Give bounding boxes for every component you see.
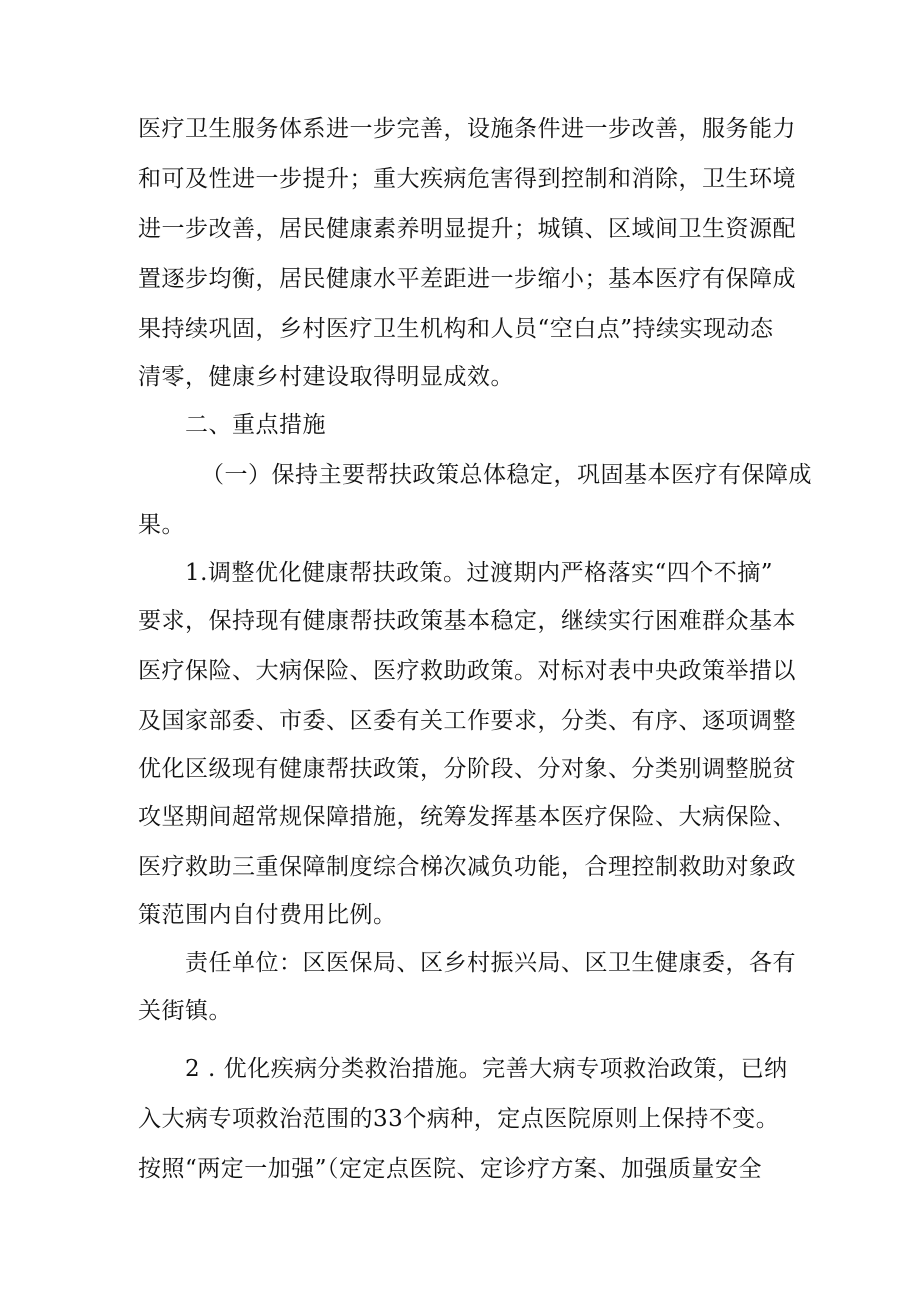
paragraph-first-line: 2 . 优化疾病分类救治措施。完善大病专项救治政策，已纳 xyxy=(185,1056,788,1082)
body-text-line: 策范围内自付费用比例。 xyxy=(138,902,397,928)
body-text-line: 按照“两定一加强”（定定点医院、定诊疗方案、加强质量安全 xyxy=(138,1156,763,1182)
body-text-line: 果持续巩固，乡村医疗卫生机构和人员“空白点”持续实现动态 xyxy=(138,316,774,342)
section-heading: 二、重点措施 xyxy=(185,412,326,438)
body-text-line: 医疗保险、大病保险、医疗救助政策。对标对表中央政策举措以 xyxy=(138,658,796,684)
body-text-line: 优化区级现有健康帮扶政策，分阶段、分对象、分类别调整脱贫 xyxy=(138,756,796,782)
subsection-heading-continued: 果。 xyxy=(138,512,185,538)
paragraph-first-line: 1.调整优化健康帮扶政策。过渡期内严格落实“四个不摘” xyxy=(185,560,773,586)
body-text-line: 置逐步均衡，居民健康水平差距进一步缩小；基本医疗有保障成 xyxy=(138,266,796,292)
responsibility-line: 责任单位：区医保局、区乡村振兴局、区卫生健康委，各有 xyxy=(185,950,796,976)
body-text-line: 和可及性进一步提升；重大疾病危害得到控制和消除，卫生环境 xyxy=(138,166,796,192)
body-text-line: 医疗卫生服务体系进一步完善，设施条件进一步改善，服务能力 xyxy=(138,116,796,142)
subsection-heading: （一）保持主要帮扶政策总体稳定，巩固基本医疗有保障成 xyxy=(201,462,812,488)
body-text-line: 医疗救助三重保障制度综合梯次减负功能，合理控制救助对象政 xyxy=(138,854,796,880)
body-text-line: 进一步改善，居民健康素养明显提升；城镇、区域间卫生资源配 xyxy=(138,216,796,242)
responsibility-line-continued: 关街镇。 xyxy=(138,998,232,1024)
body-text-line: 入大病专项救治范围的33个病种，定点医院原则上保持不变。 xyxy=(138,1106,780,1132)
body-text-line: 及国家部委、市委、区委有关工作要求，分类、有序、逐项调整 xyxy=(138,708,796,734)
body-text-line: 要求，保持现有健康帮扶政策基本稳定，继续实行困难群众基本 xyxy=(138,608,796,634)
body-text-line: 清零，健康乡村建设取得明显成效。 xyxy=(138,364,514,390)
body-text-line: 攻坚期间超常规保障措施，统筹发挥基本医疗保险、大病保险、 xyxy=(138,804,796,830)
